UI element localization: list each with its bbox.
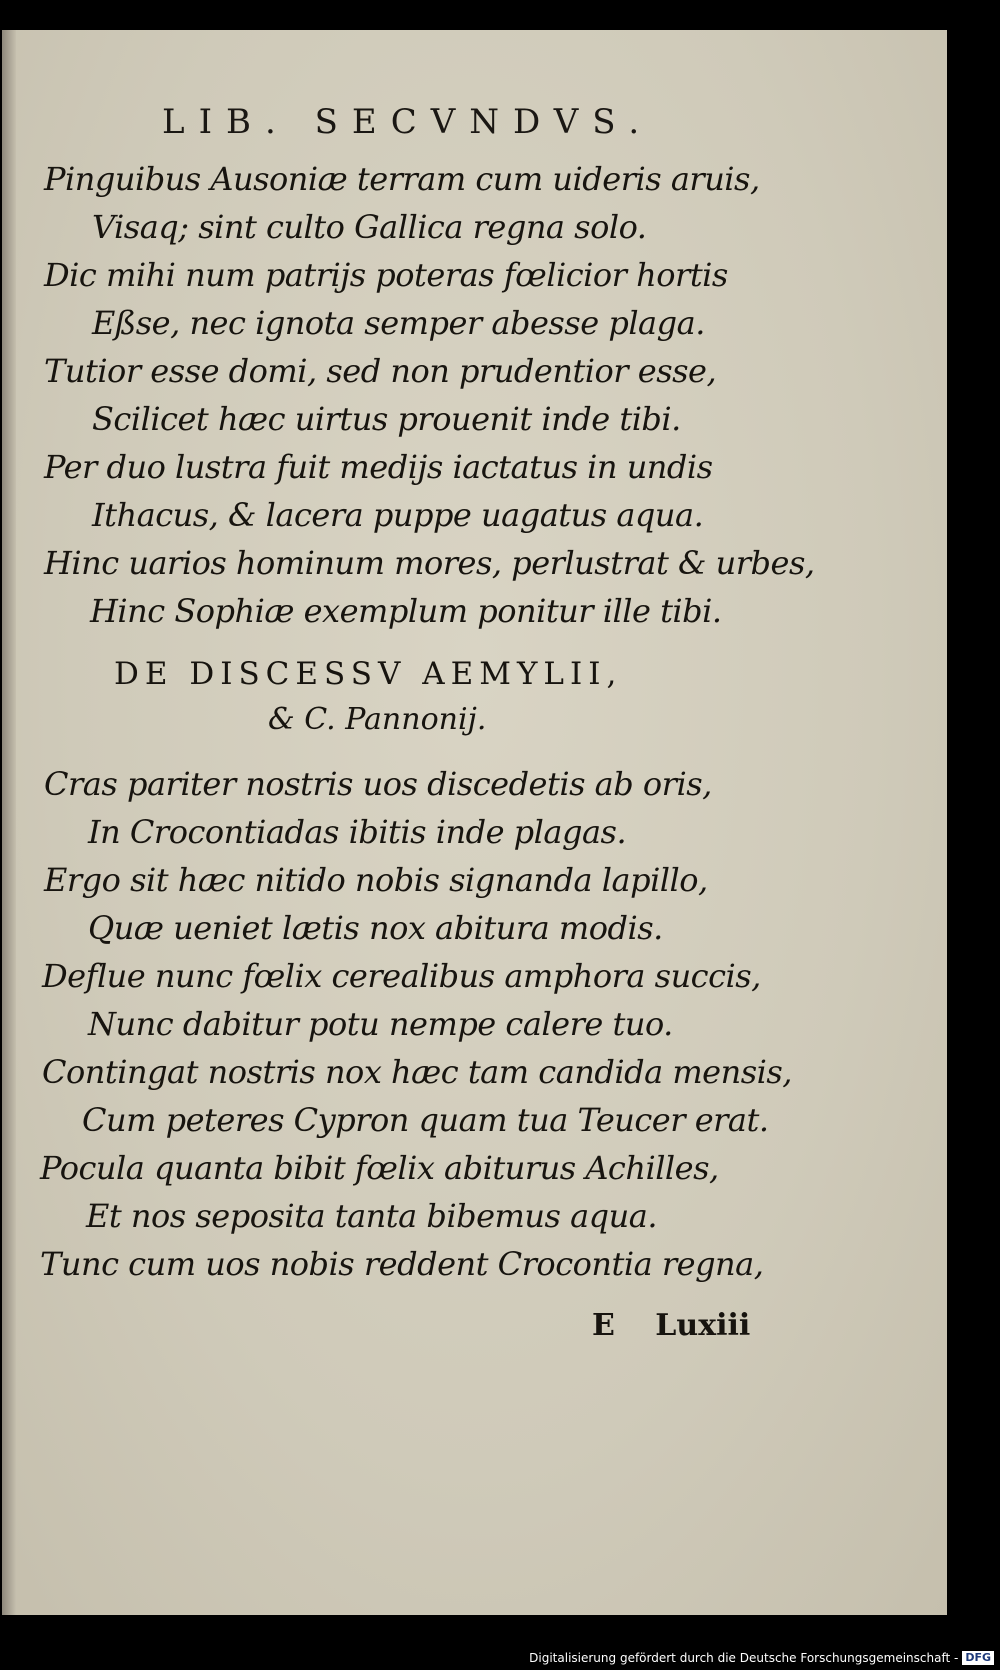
section-subheading: & C. Pannonij.	[268, 702, 487, 737]
verse-line: Quæ ueniet lætis nox abitura modis.	[88, 909, 663, 947]
digitization-credit	[529, 1648, 994, 1668]
verse-line: Deflue nunc fœlix cerealibus amphora succis,	[42, 957, 761, 995]
verse-line: Pocula quanta bibit fœlix abiturus Achilles,	[40, 1149, 719, 1187]
page-gutter-shadow	[2, 30, 16, 1615]
verse-line: Per duo lustra fuit medijs iactatus in undis	[44, 448, 713, 486]
running-head: LIB. SECVNDVS.	[162, 102, 654, 142]
verse-line: Dic mihi num patrijs poteras fœlicior hortis	[44, 256, 728, 294]
verse-line: Nunc dabitur potu nempe calere tuo.	[88, 1005, 673, 1043]
verse-line: Hinc uarios hominum mores, perlustrat & urbes,	[44, 544, 815, 582]
verse-line: Pinguibus Ausoniæ terram cum uideris aruis,	[44, 160, 760, 198]
signature-mark: E Luxiii	[592, 1308, 751, 1343]
verse-line: Cum peteres Cypron quam tua Teucer erat.	[82, 1101, 769, 1139]
verse-line: Eßse, nec ignota semper abesse plaga.	[92, 304, 705, 342]
verse-line: Visaq; sint culto Gallica regna solo.	[92, 208, 647, 246]
verse-line: Tunc cum uos nobis reddent Crocontia regna,	[40, 1245, 764, 1283]
verse-line: Et nos seposita tanta bibemus aqua.	[86, 1197, 657, 1235]
dfg-logo: DFG	[962, 1651, 994, 1665]
verse-line: Ergo sit hæc nitido nobis signanda lapillo,	[44, 861, 708, 899]
verse-line: Ithacus, & lacera puppe uagatus aqua.	[92, 496, 704, 534]
verse-line: Tutior esse domi, sed non prudentior esse,	[44, 352, 717, 390]
credit-text: Digitalisierung gefördert durch die Deutsche Forschungsgemeinschaft -	[529, 1651, 959, 1665]
verse-line: In Crocontiadas ibitis inde plagas.	[88, 813, 627, 851]
section-heading: DE DISCESSV AEMYLII,	[114, 656, 623, 692]
verse-line: Hinc Sophiæ exemplum ponitur ille tibi.	[90, 592, 722, 630]
verse-line: Contingat nostris nox hæc tam candida mensis,	[42, 1053, 792, 1091]
verse-line: Cras pariter nostris uos discedetis ab oris,	[44, 765, 712, 803]
verse-line: Scilicet hæc uirtus prouenit inde tibi.	[92, 400, 681, 438]
book-page	[2, 30, 947, 1615]
